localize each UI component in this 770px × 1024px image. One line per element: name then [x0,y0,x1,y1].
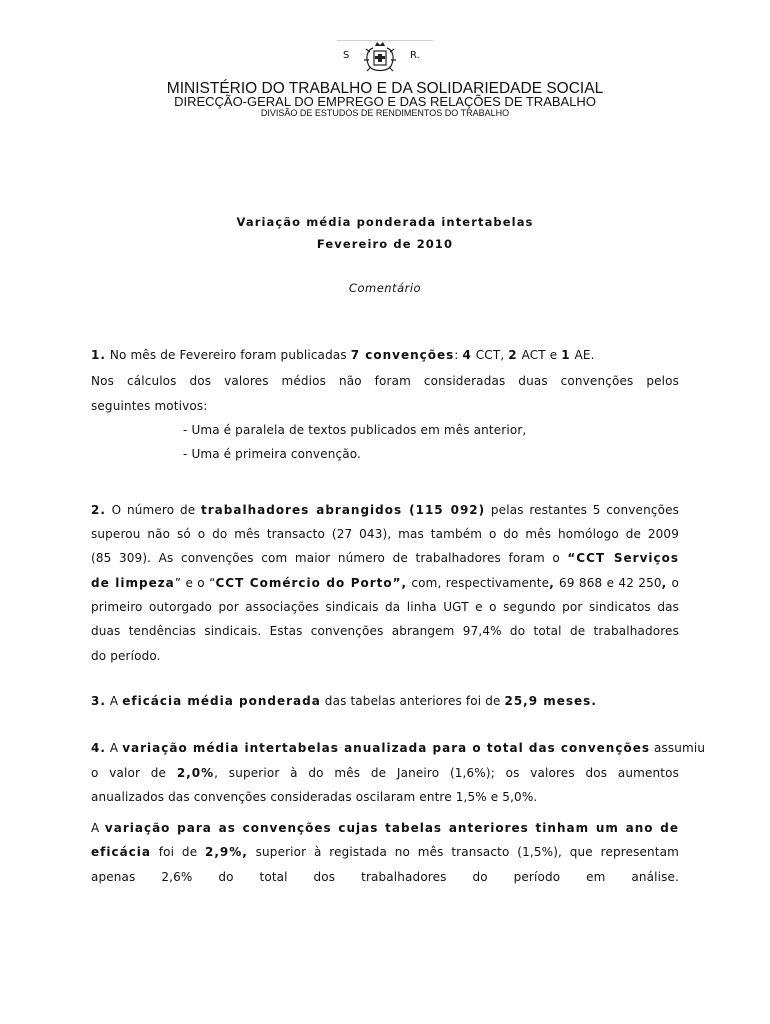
text-run: A [91,821,105,835]
bold-text: “CCT Serviços [567,551,679,565]
paragraph-2-line-4 [91,575,679,591]
text-run: ACT e [517,348,562,362]
paragraph-1-line-1 [91,347,679,363]
text-run: ” e o “ [174,576,216,590]
paragraph-4-line-3: anualizados das convenções consideradas oscilaram entre 1,5% e 5,0%. [91,790,538,804]
bold-text: 2,0% [176,766,215,780]
paragraph-4-line-5 [91,844,679,860]
paragraph-2-line-5: primeiro outorgado por associações sindicais da linha UGT e o segundo por sindicatos das [91,600,679,614]
text-run: AE. [570,348,595,362]
coat-of-arms-icon [361,40,399,74]
bold-text: variação média intertabelas anualizada para o total das convenções [122,741,650,755]
paragraph-number: 1. [91,348,106,362]
bold-text: variação para as convenções cujas tabelas anteriores tinham um ano de [104,821,679,835]
bold-text: 2,9%, [205,845,248,859]
paragraph-2-line-7: do período. [91,649,161,663]
paragraph-2-line-1 [91,502,679,518]
text-run: No mês de Fevereiro foram publicadas [105,348,351,362]
text-run: o valor de [91,766,177,780]
bold-text: 25,9 meses. [504,694,597,708]
paragraph-number: 3. [91,694,106,708]
paragraph-4-line-2 [91,765,679,781]
text-run: A [105,694,123,708]
bold-number: 1 [561,348,571,362]
bold-text: , [661,576,668,590]
emblem-left-letter: S [343,50,350,61]
paragraph-number: 4. [91,741,106,755]
paragraph-4-line-6: apenas 2,6% do total dos trabalhadores do período em análise. [91,870,679,884]
bold-text: CCT Comércio do Porto”, [215,576,408,590]
paragraph-1-line-3: seguintes motivos: [91,399,208,413]
division-name: DIVISÃO DE ESTUDOS DE RENDIMENTOS DO TRABALHO [260,108,510,118]
paragraph-2-line-3 [91,550,679,566]
paragraph-2-line-2: superou não só o do mês transacto (27 043), mas também o do mês homólogo de 2009 [91,527,679,541]
text-run: superior à registada no mês transacto (1,5%), que representam [247,845,679,859]
ministry-name: MINISTÉRIO DO TRABALHO E DA SOLIDARIEDADE SOCIAL [166,80,604,97]
bold-text: trabalhadores abrangidos (115 092) [201,503,486,517]
text-run: (85 309). As convenções com maior número de trabalhadores foram o [91,551,568,565]
reason-item-2: - Uma é primeira convenção. [183,447,361,461]
bold-text: eficácia média ponderada [122,694,321,708]
paragraph-number: 2. [91,503,106,517]
emblem [0,40,770,74]
bold-text: 7 convenções [350,348,455,362]
text-run: com, respectivamente [407,576,550,590]
directorate-name: DIRECÇÃO-GERAL DO EMPREGO E DAS RELAÇÕES DE TRABALHO [174,94,596,109]
reason-item-1: - Uma é paralela de textos publicados em mês anterior, [183,423,527,437]
emblem-right-letter: R. [410,50,420,61]
text-run: assumiu [649,741,706,755]
bold-number: 4 [462,348,472,362]
paragraph-4-line-1 [91,740,706,756]
section-subtitle: Comentário [348,281,422,295]
bold-number: 2 [508,348,518,362]
text-run: , superior à do mês de Janeiro (1,6%); os valores dos aumentos [214,766,680,780]
text-run: o [667,576,679,590]
text-run: pelas restantes 5 convenções [485,503,680,517]
paragraph-3 [91,693,679,709]
bold-text: eficácia [91,845,152,859]
text-run: foi de [151,845,206,859]
text-run: A [105,741,123,755]
bold-text: de limpeza [91,576,175,590]
text-run: O número de [105,503,202,517]
paragraph-4-line-4 [91,820,679,836]
text-run: 69 868 e 42 250 [554,576,662,590]
paragraph-1-line-2: Nos cálculos dos valores médios não foram consideradas duas convenções pelos [91,374,679,388]
paragraph-2-line-6: duas tendências sindicais. Estas convenções abrangem 97,4% do total de trabalhadores [91,624,679,638]
text-run: CCT, [471,348,509,362]
document-title: Variação média ponderada intertabelas [236,215,534,229]
text-run: : [454,348,463,362]
document-date: Fevereiro de 2010 [316,237,454,251]
text-run: das tabelas anteriores foi de [320,694,505,708]
bold-text: , [549,576,555,590]
